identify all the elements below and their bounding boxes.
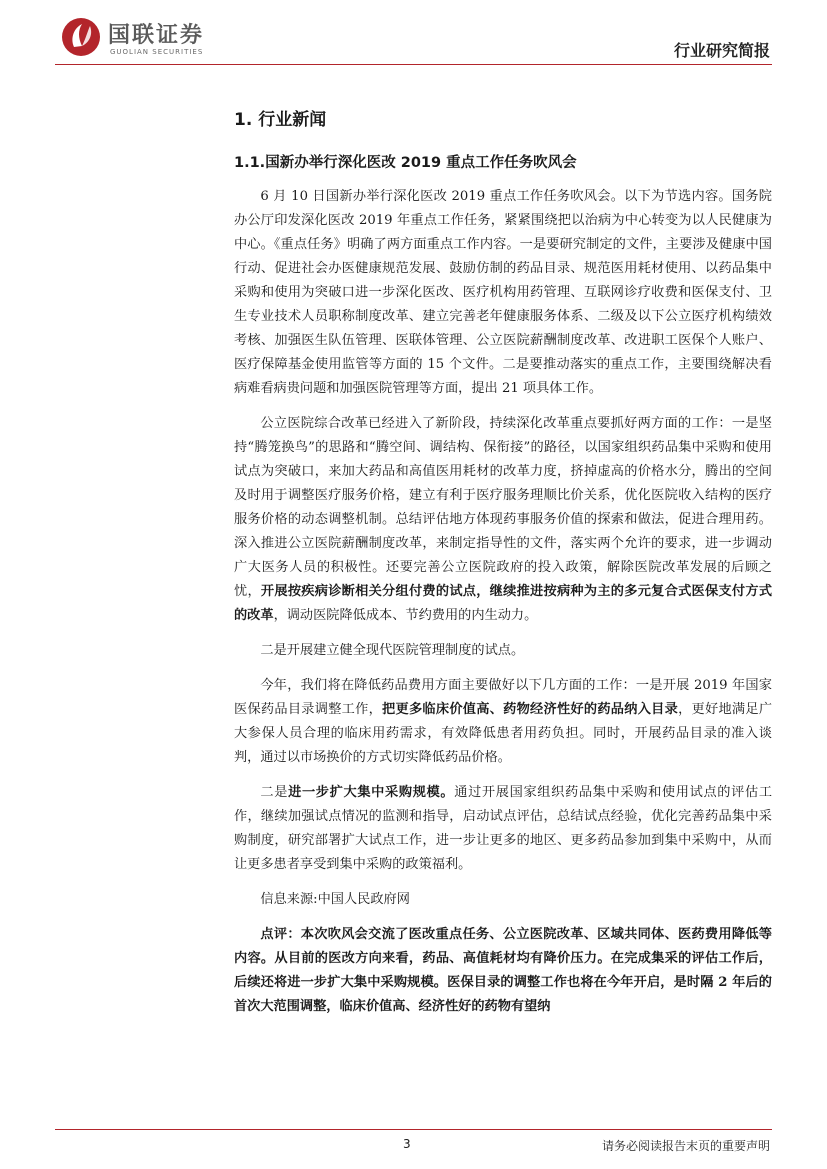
footer-disclaimer: 请务必阅读报告末页的重要声明 (601, 1139, 770, 1153)
emphasis-text: 点评：本次吹风会交流了医改重点任务、公立医院改革、区域共同体、医药费用降低等内容。从目前的医改方向来看，药品、高值耗材均有降价压力。在完成集采的评估工作后，后续还将进一步扩大集中采购规模。医保目录的调整工作也将在今年开启，是时隔 2 年后的首次大范围调整，临床价值高、经济性好的药物有望纳 (234, 927, 772, 1014)
subsection-heading: 1.1.国新办举行深化医改 2019 重点工作任务吹风会 (234, 155, 577, 171)
footer-divider (55, 1129, 772, 1130)
paragraph-text: 通过开展国家组织药品集中采购和使用试点的评估工作，继续加强试点情况的监测和指导，启动试点评估，总结试点经验，优化完善药品集中采购制度，研究部署扩大试点工作，进一步让更多的地区、更多药品参加到集中采购中，从而让更多患者享受到集中采购的政策福利。 (234, 785, 773, 872)
paragraph-text: 6 月 10 日国新办举行深化医改 2019 重点工作任务吹风会。以下为节选内容。国务院办公厅印发深化医改 2019 年重点工作任务，紧紧围绕把以治病为中心转变为以人民健康为中心。《重点任务》明确了两方面重点工作内容。一是要研究制定的文件，主要涉及健康中国行动、促进社会办医健康规范发展、鼓励仿制的药品目录、规范医用耗材使用、以药品集中采购和使用为突破口进一步深化医改、医疗机构用药管理、互联网诊疗收费和医保支付、卫生专业技术人员职称制度改革、建立完善老年健康服务体系、二级及以下公立医疗机构绩效考核、加强医生队伍管理、医联体管理、公立医院薪酬制度改革、改进职工医保个人账户、医疗保障基金使用监管等方面的 15 个文件。二是要推动落实的重点工作，主要围绕解决看病难看病贵问题和加强医院管理等方面，提出 21 项具体工作。 (234, 189, 772, 396)
main-content (234, 105, 772, 1030)
company-logo (60, 14, 220, 64)
body-paragraph (234, 674, 772, 770)
paragraph-list (234, 185, 772, 1019)
body-paragraph (234, 639, 772, 663)
paragraph-text: 二是开展建立健全现代医院管理制度的试点。 (260, 643, 525, 658)
body-paragraph (234, 923, 772, 1019)
section-heading: 1. 行业新闻 (234, 110, 327, 130)
paragraph-text: ，更好地满足广大参保人员合理的临床用药需求，有效降低患者用药负担。同时，开展药品目录的准入谈判，通过以市场换价的方式切实降低药品价格。 (234, 702, 773, 765)
paragraph-text: 今年，我们将在降低药品费用方面主要做好以下几方面的工作：一是开展 2019 年国家医保药品目录调整工作， (234, 678, 772, 717)
header-divider (55, 64, 772, 65)
paragraph-text: 二是 (260, 785, 289, 800)
logo-text-cn: 国联证券 (108, 23, 205, 48)
paragraph-text: 公立医院综合改革已经进入了新阶段，持续深化改革重点要抓好两方面的工作：一是坚持“腾笼换鸟”的思路和“腾空间、调结构、保衔接”的路径，以国家组织药品集中采购和使用试点为突破口，来加大药品和高值医用耗材的改革力度，挤掉虚高的价格水分，腾出的空间及时用于调整医疗服务价格，建立有利于医疗服务理顺比价关系，优化医院收入结构的医疗服务价格的动态调整机制。总结评估地方体现药事服务价值的探索和做法，促进合理用药。深入推进公立医院薪酬制度改革，来制定指导性的文件，落实两个允许的要求，进一步调动广大医务人员的积极性。还要完善公立医院政府的投入政策，解除医院改革发展的后顾之忧， (234, 416, 772, 599)
body-paragraph (234, 412, 772, 628)
body-paragraph (234, 185, 772, 401)
paragraph-text: ，调动医院降低成本、节约费用的内生动力。 (273, 608, 538, 623)
emphasis-text: 进一步扩大集中采购规模。 (288, 785, 455, 800)
logo-mark-icon (60, 16, 102, 58)
emphasis-text: 把更多临床价值高、药物经济性好的药品纳入目录 (382, 702, 679, 717)
body-paragraph (234, 781, 772, 877)
body-paragraph (234, 888, 772, 912)
emphasis-text: 开展按疾病诊断相关分组付费的试点，继续推进按病种为主的多元复合式医保支付方式的改革 (234, 584, 773, 623)
paragraph-text: 信息来源:中国人民政府网 (260, 892, 410, 907)
page-number: 3 (403, 1137, 411, 1151)
report-type-label: 行业研究简报 (673, 41, 770, 60)
logo-text-en: GUOLIAN SECURITIES (110, 48, 204, 56)
